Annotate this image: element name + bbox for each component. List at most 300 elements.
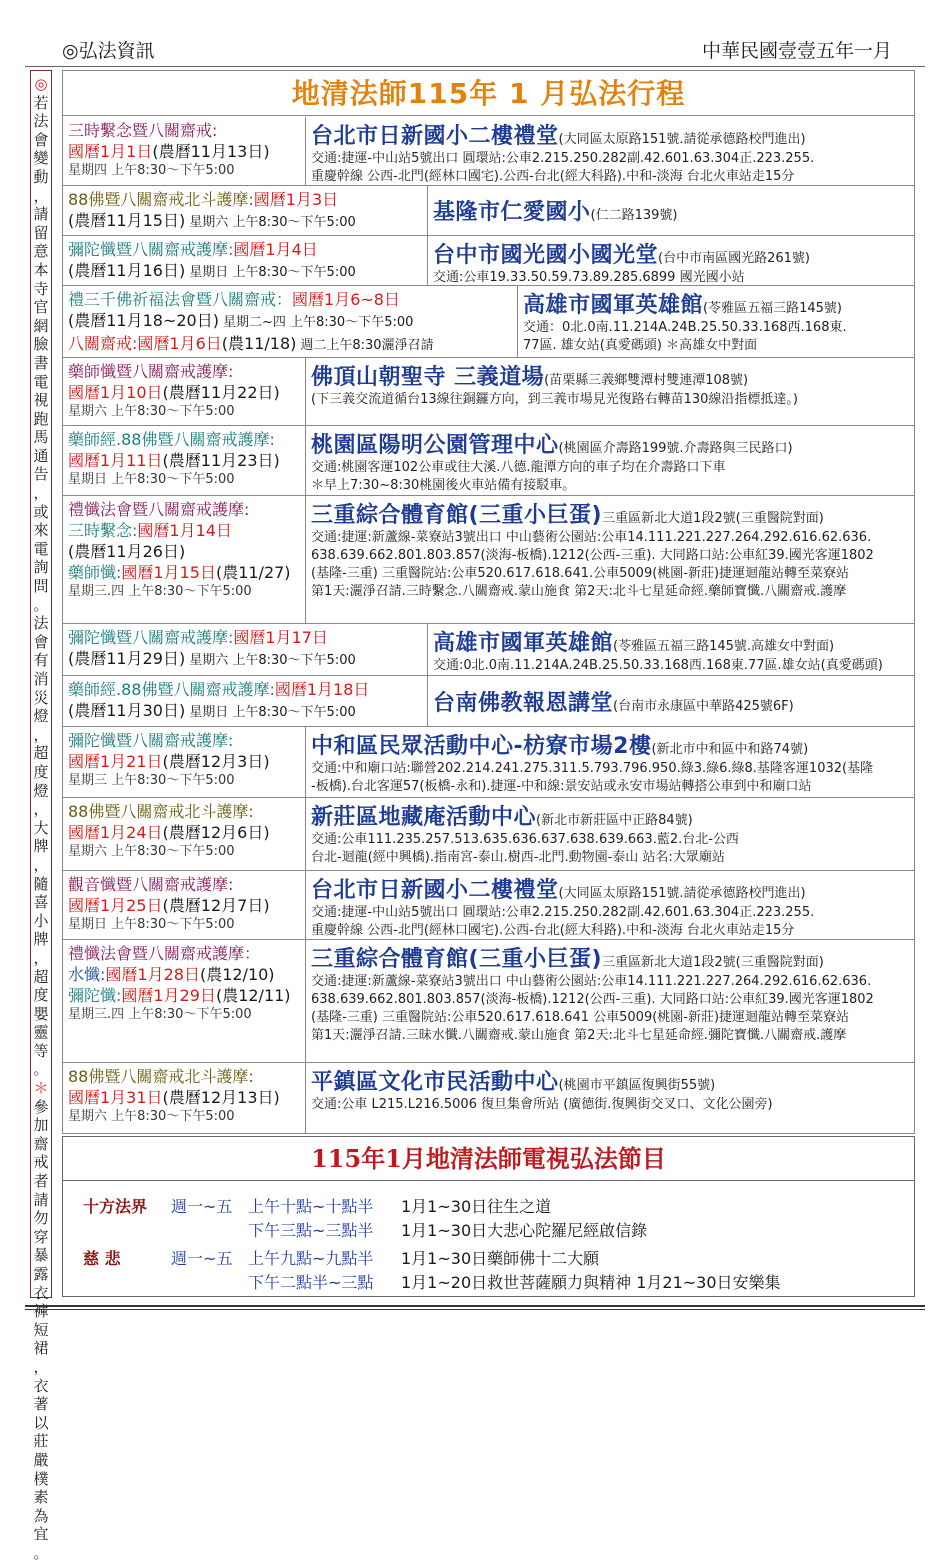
footer-divider-thin [25, 1309, 925, 1310]
event-date-cell [63, 1063, 306, 1133]
sidebar-char: 隨 [33, 874, 49, 893]
venue-name: 佛頂山朝聖寺 三義道場 [311, 365, 545, 390]
sidebar-char: 素 [33, 1488, 49, 1507]
venue-line [311, 729, 914, 760]
tv-channel: 慈 悲 [83, 1249, 121, 1268]
event-text-part: 星期三.四 上午8:30～下午5:00 [68, 584, 252, 599]
event-text-part: 88佛暨八關齋戒北斗護摩: [68, 190, 254, 209]
event-text-part: 八關齋戒:國曆1月6日 [68, 334, 222, 353]
tv-program-box [62, 1136, 915, 1297]
event-date-line [68, 895, 305, 916]
transport-info: 第1天:灑淨召請.三時繫念.八關齋戒.蒙山施食 第2天:北斗七星延命經.藥師寶懺.八關齋戒.護摩 [311, 584, 847, 599]
venue-name: 高雄市國軍英雄館 [523, 293, 704, 318]
sidebar-char: 為 [33, 1506, 49, 1525]
schedule-row [63, 286, 914, 358]
venue-name: 台北市日新國小二樓禮堂 [311, 878, 559, 903]
event-text-part: 星期日 上午8:30～下午5:00 [68, 917, 235, 932]
sidebar-char: 臉 [33, 335, 49, 354]
sidebar-char: 請 [33, 205, 49, 224]
transport-info: (下三義交流道循台13線往銅鑼方向，到三義市場見光復路右轉苗130線沿指標抵達。) [311, 392, 798, 407]
event-text-part: (農曆12月13日) [162, 1088, 280, 1107]
event-text-part: 禮懺法會暨八關齋戒護摩： [68, 944, 261, 963]
event-date-line [68, 964, 305, 985]
event-venue-cell [428, 676, 914, 726]
sidebar-char: 嚴 [33, 1450, 49, 1469]
transport-info: 交通:捷運-中山站5號出口 圓環站:公車2.215.250.282副.42.601.63.304正.223.255. [311, 151, 815, 166]
event-text-part: 禮懺法會暨八關齋戒護摩: [68, 500, 250, 519]
schedule-row [63, 676, 914, 727]
transport-info: 重慶幹線 公西-北門(經林口國宅).公西-台北(經大科路).中和-淡海 台北火車站走15分 [311, 923, 795, 938]
event-date-line [68, 1006, 305, 1024]
event-text-part: 藥師懺: [68, 563, 122, 582]
event-text-part: 藥師經.88佛暨八關齋戒護摩: [68, 430, 275, 449]
event-venue-cell [306, 426, 914, 495]
sidebar-char: 超 [33, 744, 49, 763]
event-text-part: (農曆11月23日) [162, 451, 280, 470]
venue-name: 平鎮區文化市民活動中心 [311, 1070, 559, 1095]
sidebar-char: 請 [33, 1190, 49, 1209]
event-date-line [68, 450, 305, 471]
event-text-part: 星期六 上午8:30～下午5:00 [68, 1109, 235, 1124]
transport-info: 第1天:灑淨召請.三昧水懺.八關齋戒.蒙山施食 第2天:北斗七星延命經.彌陀寶懺.八關齋戒.護摩 [311, 1028, 847, 1043]
tv-program-title: 115年1月地清法師電視弘法節目 [63, 1137, 914, 1181]
sidebar-char: 超 [33, 967, 49, 986]
schedule-row [63, 624, 914, 676]
venue-line [311, 360, 914, 391]
schedule-row [63, 186, 914, 236]
event-text-part: (農曆11月13日) [152, 142, 270, 161]
schedule-row [63, 798, 914, 871]
sidebar-char: 樸 [33, 1469, 49, 1488]
sidebar-char: 留 [33, 223, 49, 242]
event-date-line [68, 772, 305, 790]
venue-address: (苗栗縣三義鄉雙潭村雙連潭108號) [544, 373, 749, 388]
event-name [68, 801, 305, 822]
event-venue-cell [428, 624, 914, 675]
transport-info: 77區. 雄女站(真愛碼頭) ＊高雄女中對面 [523, 338, 758, 353]
event-text-part: 88佛暨八關齋戒北斗護摩: [68, 802, 254, 821]
sidebar-char: 褲 [33, 1302, 49, 1321]
sidebar-char: 意 [33, 242, 49, 261]
event-date-line [68, 471, 305, 489]
transport-info: 交通:捷運:新蘆線-菜寮站3號出口 中山藝術公園站:公車14.111.221.227.264.292.616.62.636. [311, 530, 872, 545]
schedule-row [63, 358, 914, 426]
event-text-part: (農曆12月3日) [162, 752, 270, 771]
event-text-part: (農11/18) [221, 334, 297, 353]
venue-name: 桃園區陽明公園管理中心 [311, 433, 559, 458]
event-text-part: 藥師懺暨八關齋戒護摩: [68, 362, 234, 381]
sidebar-char: 來 [33, 521, 49, 540]
sidebar-char: ◎ [34, 75, 48, 93]
event-date-cell [63, 496, 306, 623]
sidebar-char: 衣 [33, 1283, 49, 1302]
event-text-part: 星期二~四 上午8:30～下午5:00 [222, 315, 414, 330]
event-name [68, 289, 517, 310]
sidebar-char: 寺 [33, 279, 49, 298]
event-text-part: 禮三千佛祈福法會暨八關齋戒： [68, 290, 293, 309]
sidebar-char: 電 [33, 539, 49, 558]
sidebar-char: 嬰 [33, 1004, 49, 1023]
schedule-row [63, 117, 914, 186]
event-date-cell [63, 798, 306, 870]
sidebar-char: 戒 [33, 1153, 49, 1172]
venue-name: 基隆市仁愛國小 [433, 200, 591, 225]
sidebar-char: ， [33, 484, 49, 503]
event-text-part: 藥師經.88佛暨八關齋戒護摩: [68, 680, 275, 699]
event-date-line [68, 310, 517, 333]
schedule-row [63, 1063, 914, 1133]
transport-info: ＊早上7:30~8:30桃園後火車站備有接駁車。 [311, 478, 576, 493]
event-text-part: 國曆1月25日 [68, 896, 163, 915]
tv-program: 1月1~30日藥師佛十二大願 [401, 1249, 600, 1268]
sidebar-char: 燈 [33, 781, 49, 800]
venue-line [311, 873, 914, 904]
event-text-part: 國曆1月31日 [68, 1088, 163, 1107]
event-text-part: 星期四 上午8:30～下午5:00 [68, 163, 235, 178]
event-text-part: 國曆1月21日 [68, 752, 163, 771]
venue-address: (大同區太原路151號.請從承德路校門進出) [558, 132, 806, 147]
sidebar-char: ， [33, 186, 49, 205]
event-venue-cell [306, 496, 914, 623]
event-name [68, 679, 427, 700]
header-divider [25, 66, 925, 67]
transport-info: 交通:中和廟口站:聯營202.214.241.275.311.5.793.796.950.綠3.綠6.綠8.基隆客運1032(基隆 [311, 761, 874, 776]
sidebar-char: 。 [33, 1543, 49, 1562]
event-venue-cell [306, 940, 914, 1062]
sidebar-char: 問 [33, 577, 49, 596]
venue-line [433, 238, 914, 269]
event-name [68, 120, 305, 141]
event-venue-cell [428, 186, 914, 235]
event-text-part: (農曆11月18~20日) [68, 311, 219, 330]
event-name [68, 627, 427, 648]
sidebar-char: 官 [33, 298, 49, 317]
venue-address: 三重區新北大道1段2號(三重醫院對面) [602, 511, 824, 526]
event-date-line [68, 541, 305, 562]
event-text-part: (農曆12月6日) [162, 823, 270, 842]
event-name [68, 1066, 305, 1087]
event-date-line [68, 700, 427, 723]
event-date-line [68, 583, 305, 601]
event-text-part: 國曆1月17日 [233, 628, 328, 647]
venue-address: (桃園市平鎮區復興街55號) [558, 1078, 716, 1093]
event-text-part: 星期三.四 上午8:30～下午5:00 [68, 1007, 252, 1022]
event-date-line [68, 260, 427, 283]
event-venue-cell [306, 358, 914, 425]
event-venue-cell [306, 798, 914, 870]
event-date-line [68, 751, 305, 772]
sidebar-char: 莊 [33, 1432, 49, 1451]
venue-name: 中和區民眾活動中心-枋寮市場2樓 [311, 734, 652, 759]
sidebar-char: 法 [33, 112, 49, 131]
event-name [68, 361, 305, 382]
sidebar-char: 衣 [33, 1376, 49, 1395]
event-date-cell [63, 426, 306, 495]
sidebar-char: ， [33, 800, 49, 819]
schedule-row [63, 727, 914, 798]
event-text-part: 星期六 上午8:30～下午5:00 [189, 215, 356, 230]
sidebar-char: 暴 [33, 1246, 49, 1265]
tv-time: 下午三點~三點半 [248, 1221, 374, 1240]
schedule-row [63, 940, 914, 1063]
event-text-part: 國曆1月4日 [233, 240, 318, 259]
footer-divider [25, 1305, 925, 1307]
sidebar-char: 。 [33, 595, 49, 614]
transport-info: 638.639.662.801.803.857(淡海-板橋).1212(公西-三重). 大同路口站:公車紅39.國光客運1802 [311, 992, 874, 1007]
header-section-label: ◎弘法資訊 [62, 40, 155, 62]
venue-line [433, 195, 914, 226]
event-date-cell [63, 676, 428, 726]
header-date: 中華民國壹壹五年一月 [701, 40, 892, 62]
event-text-part: 國曆1月1日 [68, 142, 153, 161]
event-text-part: (農曆11月30日) [68, 701, 186, 720]
event-date-line [68, 520, 305, 541]
sidebar-char: 短 [33, 1320, 49, 1339]
venue-line [311, 428, 914, 459]
event-text-part: 觀音懺暨八關齋戒護摩: [68, 875, 234, 894]
sidebar-char: 大 [33, 818, 49, 837]
event-text-part: 國曆1月6~8日 [292, 290, 400, 309]
sidebar-char: 勿 [33, 1209, 49, 1228]
event-text-part: 彌陀懺暨八關齋戒護摩: [68, 628, 234, 647]
transport-info: 交通:桃園客運102公車或往大溪.八德.龍潭方向的車子均在介壽路口下車 [311, 460, 726, 475]
event-date-cell [63, 236, 428, 285]
event-name [68, 189, 427, 210]
event-text-part: 國曆1月11日 [68, 451, 163, 470]
venue-address: (新北市新莊區中正路84號) [536, 813, 693, 828]
sidebar-char: 參 [33, 1097, 49, 1116]
sidebar-char: 度 [33, 986, 49, 1005]
tv-program: 1月1~30日往生之道 [401, 1197, 552, 1216]
venue-name: 台北市日新國小二樓禮堂 [311, 124, 559, 149]
event-text-part: 三時繫念: [68, 521, 138, 540]
event-date-line [68, 985, 305, 1006]
event-date-cell [63, 117, 306, 185]
sidebar-char: ， [33, 948, 49, 967]
venue-address: (苓雅區五福三路145號.高雄女中對面) [613, 639, 835, 654]
sidebar-char: 動 [33, 167, 49, 186]
event-venue-cell [306, 871, 914, 939]
venue-address: (新北市中和區中和路74號) [651, 742, 809, 757]
event-date-line [68, 1108, 305, 1126]
sidebar-char: ， [33, 1357, 49, 1376]
venue-line [433, 686, 914, 717]
event-text-part: 星期六 上午8:30～下午5:00 [68, 404, 235, 419]
sidebar-char: 以 [33, 1413, 49, 1432]
venue-name: 三重綜合體育館(三重小巨蛋) [311, 503, 603, 528]
venue-name: 新莊區地藏庵活動中心 [311, 805, 537, 830]
event-date-cell [63, 871, 306, 939]
sidebar-char: 靈 [33, 1023, 49, 1042]
sidebar-char: 本 [33, 260, 49, 279]
venue-name: 台南佛教報恩講堂 [433, 690, 614, 716]
venue-address: (苓雅區五福三路145號) [703, 301, 842, 316]
sidebar-char: 露 [33, 1265, 49, 1283]
venue-name: 高雄市國軍英雄館 [433, 631, 614, 656]
event-text-part: 國曆1月24日 [68, 823, 163, 842]
sidebar-char: 災 [33, 688, 49, 707]
sidebar-char: ， [33, 855, 49, 874]
event-date-line [68, 162, 305, 180]
event-text-part: 國曆1月10日 [68, 383, 163, 402]
event-name [68, 429, 305, 450]
transport-info: (基隆-三重) 三重醫院站:公車520.617.618.641.公車5009(桃園-新莊)捷運迴龍站轉至菜寮站 [311, 566, 850, 581]
transport-info: 重慶幹線 公西-北門(經林口國宅).公西-台北(經大科路).中和-淡海 台北火車站走15分 [311, 169, 795, 184]
sidebar-char: 書 [33, 353, 49, 372]
schedule-title: 地清法師115年 1 月弘法行程 [63, 71, 914, 116]
event-text-part: (農曆12月7日) [162, 896, 270, 915]
event-date-cell [63, 727, 306, 797]
event-text-part: 國曆1月3日 [253, 190, 339, 209]
event-text-part: (農12/11) [215, 986, 291, 1005]
sidebar-char: 宜 [33, 1525, 49, 1544]
schedule-row [63, 426, 914, 496]
event-date-cell [63, 186, 428, 235]
event-date-cell [63, 358, 306, 425]
event-date-line [68, 562, 305, 583]
event-date-line [68, 333, 517, 356]
event-text-part: (農曆11月26日) [68, 542, 186, 561]
sidebar-char: 燈 [33, 707, 49, 726]
event-name [68, 943, 305, 964]
event-date-cell [63, 940, 306, 1062]
event-text-part: (農12/10) [199, 965, 275, 984]
event-text-part: (農曆11月22日) [162, 383, 280, 402]
sidebar-char: 視 [33, 391, 49, 410]
event-date-line [68, 843, 305, 861]
tv-time: 上午九點~九點半 [248, 1249, 374, 1268]
schedule-row [63, 871, 914, 940]
venue-line [311, 800, 914, 831]
sidebar-char: 消 [33, 670, 49, 688]
venue-address: (台南市永康區中華路425號6F) [613, 698, 794, 714]
sidebar-char: 跑 [33, 409, 49, 428]
sidebar-char: 喜 [33, 893, 49, 912]
event-venue-cell [428, 236, 914, 285]
event-date-line [68, 403, 305, 421]
event-text-part: 星期日 上午8:30～下午5:00 [68, 472, 235, 487]
event-venue-cell [306, 117, 914, 185]
schedule-row [63, 236, 914, 286]
tv-program: 1月1~20日救世菩薩願力與精神 1月21~30日安樂集 [401, 1273, 781, 1292]
sidebar-char: 網 [33, 316, 49, 335]
event-text-part: 彌陀懺暨八關齋戒護摩: [68, 731, 234, 750]
sidebar-char: 有 [33, 651, 49, 670]
sidebar-char: ＊ [33, 1079, 49, 1098]
event-date-cell [63, 286, 518, 357]
sidebar-char: 會 [33, 130, 49, 149]
transport-info: 交通:捷運-中山站5號出口 圓環站:公車2.215.250.282副.42.601.63.304正.223.255. [311, 905, 815, 920]
event-venue-cell [306, 1063, 914, 1133]
event-name [68, 499, 305, 520]
tv-program: 1月1~30日大悲心陀羅尼經啟信錄 [401, 1221, 648, 1240]
sidebar-char: 者 [33, 1172, 49, 1191]
event-date-line [68, 822, 305, 843]
event-text-part: 星期三 上午8:30～下午5:00 [68, 773, 235, 788]
event-text-part: 三時繫念暨八關齋戒: [68, 121, 218, 140]
event-text-part: 星期六 上午8:30～下午5:00 [68, 844, 235, 859]
transport-info: 交通:公車19.33.50.59.73.89.285.6899 國光國小站 [433, 270, 745, 285]
sidebar-char: 馬 [33, 428, 49, 447]
event-text-part: 彌陀懺: [68, 986, 122, 1005]
sidebar-char: 等 [33, 1041, 49, 1060]
venue-line [433, 626, 914, 657]
transport-info: -板橋).台北客運57(板橋-永和).捷運-中和線:景安站或永安市場站轉搭公車到中和廟口站 [311, 779, 812, 794]
sidebar-char: 通 [33, 446, 49, 465]
venue-name: 台中市國光國小國光堂 [433, 243, 659, 268]
sidebar-char: 牌 [33, 837, 49, 856]
event-text-part: 國曆1月14日 [137, 521, 232, 540]
sidebar-char: 變 [33, 149, 49, 168]
tv-channel: 十方法界 [83, 1197, 148, 1216]
venue-address: (桃園區介壽路199號.介壽路與三民路口) [558, 441, 793, 456]
tv-days: 週一~五 [171, 1249, 233, 1268]
event-venue-cell [306, 727, 914, 797]
event-text-part: 星期六 上午8:30～下午5:00 [189, 653, 356, 668]
sidebar-char: 度 [33, 762, 49, 781]
transport-info: 交通:公車 L215.L216.5006 復旦集會所站 (廣德街.復興街交叉口、文化公園旁) [311, 1097, 773, 1112]
event-date-line [68, 210, 427, 233]
sidebar-char: 電 [33, 372, 49, 391]
event-date-line [68, 916, 305, 934]
venue-address: (大同區太原路151號.請從承德路校門進出) [558, 886, 806, 901]
transport-info: 台北-迴龍(經中興橋).指南宮-泰山.樹西-北門.動物園-泰山 站名:大眾廟站 [311, 850, 725, 865]
event-text-part: 彌陀懺暨八關齋戒護摩: [68, 240, 234, 259]
venue-line [311, 119, 914, 150]
event-date-line [68, 648, 427, 671]
schedule-table [62, 70, 915, 1134]
sidebar-char: 會 [33, 632, 49, 651]
event-name [68, 874, 305, 895]
event-name [68, 239, 427, 260]
sidebar-char: ， [33, 725, 49, 744]
event-venue-cell [518, 286, 914, 357]
event-text-part: 星期日 上午8:30～下午5:00 [189, 705, 356, 720]
event-text-part: 星期日 上午8:30～下午5:00 [189, 265, 356, 280]
sidebar-notice [30, 70, 52, 1562]
venue-name: 三重綜合體育館(三重小巨蛋) [311, 947, 603, 972]
event-text-part: (農曆11月16日) [68, 261, 186, 280]
venue-address: 三重區新北大道1段2號(三重醫院對面) [602, 955, 824, 970]
sidebar-char: 小 [33, 911, 49, 930]
event-text-part: (農曆11月15日) [68, 211, 186, 230]
sidebar-char: 法 [33, 614, 49, 633]
sidebar-char: 詢 [33, 558, 49, 577]
transport-info: 638.639.662.801.803.857(淡海-板橋).1212(公西-三重). 大同路口站:公車紅39.國光客運1802 [311, 548, 874, 563]
tv-days: 週一~五 [171, 1197, 233, 1216]
tv-time: 上午十點~十點半 [248, 1197, 374, 1216]
sidebar-char: 加 [33, 1116, 49, 1135]
sidebar-char: 穿 [33, 1227, 49, 1246]
event-date-cell [63, 624, 428, 675]
event-text-part: 週二上午8:30灑淨召請 [300, 338, 434, 353]
sidebar-char: 。 [33, 1060, 49, 1079]
event-text-part: 88佛暨八關齋戒北斗護摩: [68, 1067, 254, 1086]
transport-info: 交通：0北.0南.11.214A.24B.25.50.33.168西.168東. [523, 320, 847, 335]
schedule-row [63, 496, 914, 624]
venue-address: (台中市南區國光路261號) [658, 251, 810, 266]
event-text-part: 水懺: [68, 965, 106, 984]
event-date-line [68, 141, 305, 162]
tv-time: 下午二點半~三點 [248, 1273, 374, 1292]
transport-info: 交通:0北.0南.11.214A.24B.25.50.33.168西.168東.77區.雄女站(真愛碼頭) [433, 658, 883, 673]
venue-address: (仁二路139號) [590, 208, 678, 223]
event-text-part: 國曆1月15日 [121, 563, 216, 582]
transport-info: 交通:公車111.235.257.513.635.636.637.638.639.663.藍2.台北-公西 [311, 832, 739, 847]
sidebar-char: 裙 [33, 1339, 49, 1358]
sidebar-char: 若 [33, 93, 49, 112]
event-date-line [68, 1087, 305, 1108]
